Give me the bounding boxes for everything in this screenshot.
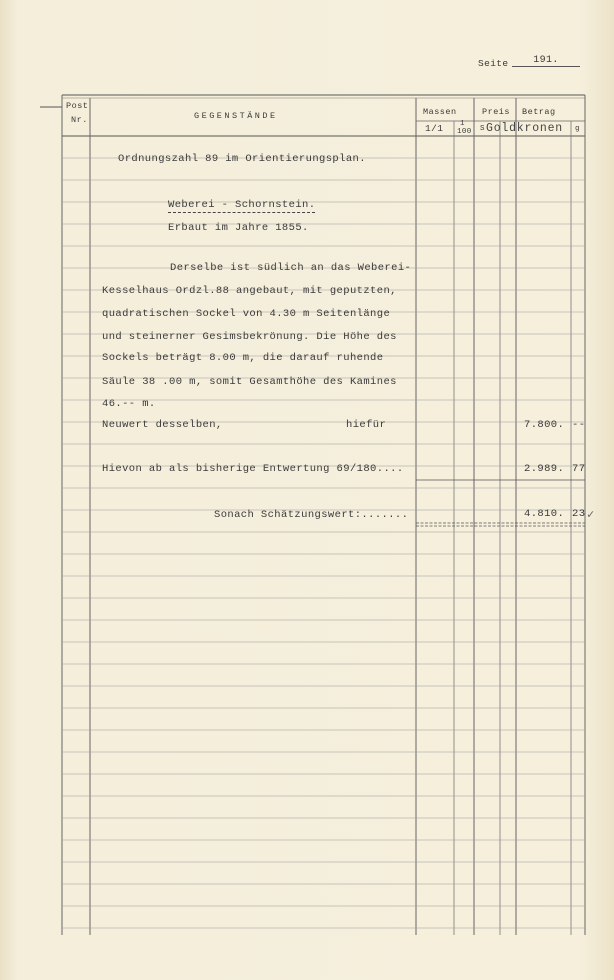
entry-title: Weberei - Schornstein. — [168, 199, 316, 211]
header-price: Preis — [482, 107, 511, 117]
description-line: Derselbe ist südlich an das Weberei- — [170, 262, 412, 274]
description-line: Kesselhaus Ordzl.88 angebaut, mit geputzten, — [102, 285, 397, 297]
header-amount: Betrag — [522, 107, 556, 117]
description-line: quadratischen Sockel von 4.30 m Seitenlänge — [102, 308, 391, 320]
header-mass-full: 1/1 — [425, 123, 444, 134]
header-masses: Massen — [423, 107, 457, 117]
estimate-label: Sonach Schätzungswert:....... — [214, 509, 409, 521]
description-line: und steinerner Gesimsbekrönung. Die Höhe des — [102, 331, 397, 343]
new-value-amount: 7.800. — [524, 419, 565, 431]
new-value-label: Neuwert desselben, — [102, 419, 223, 431]
header-amount-unit-small: g — [575, 125, 580, 133]
depreciation-label: Hievon ab als bisherige Entwertung 69/180.... — [102, 463, 404, 475]
page-label: Seite — [478, 58, 509, 69]
header-price-unit: S — [480, 125, 485, 133]
header-post: Post — [66, 101, 89, 111]
description-line: Sockels beträgt 8.00 m, die darauf ruhende — [102, 352, 384, 364]
check-mark-icon: ✓ — [587, 508, 595, 522]
built-year: Erbaut im Jahre 1855. — [168, 222, 309, 234]
depreciation-cents: 77 — [572, 463, 586, 475]
order-number-line: Ordnungszahl 89 im Orientierungsplan. — [118, 153, 366, 165]
description-line: Säule 38 .00 m, somit Gesamthöhe des Kamines — [102, 376, 397, 388]
depreciation-amount: 2.989. — [524, 463, 565, 475]
description-line: 46.-- m. — [102, 398, 156, 410]
estimate-amount: 4.810. — [524, 508, 565, 520]
new-value-cents: -- — [572, 419, 586, 431]
header-nr: Nr. — [71, 115, 88, 125]
page-number: 191. — [512, 55, 580, 67]
header-mass-frac-top: 1 — [460, 120, 465, 128]
estimate-cents: 23 — [572, 508, 586, 520]
header-items: GEGENSTÄNDE — [194, 111, 278, 121]
header-mass-frac-bottom: 100 — [457, 128, 472, 136]
header-amount-unit: Goldkronen — [486, 122, 564, 135]
new-value-for: hiefür — [346, 419, 387, 431]
